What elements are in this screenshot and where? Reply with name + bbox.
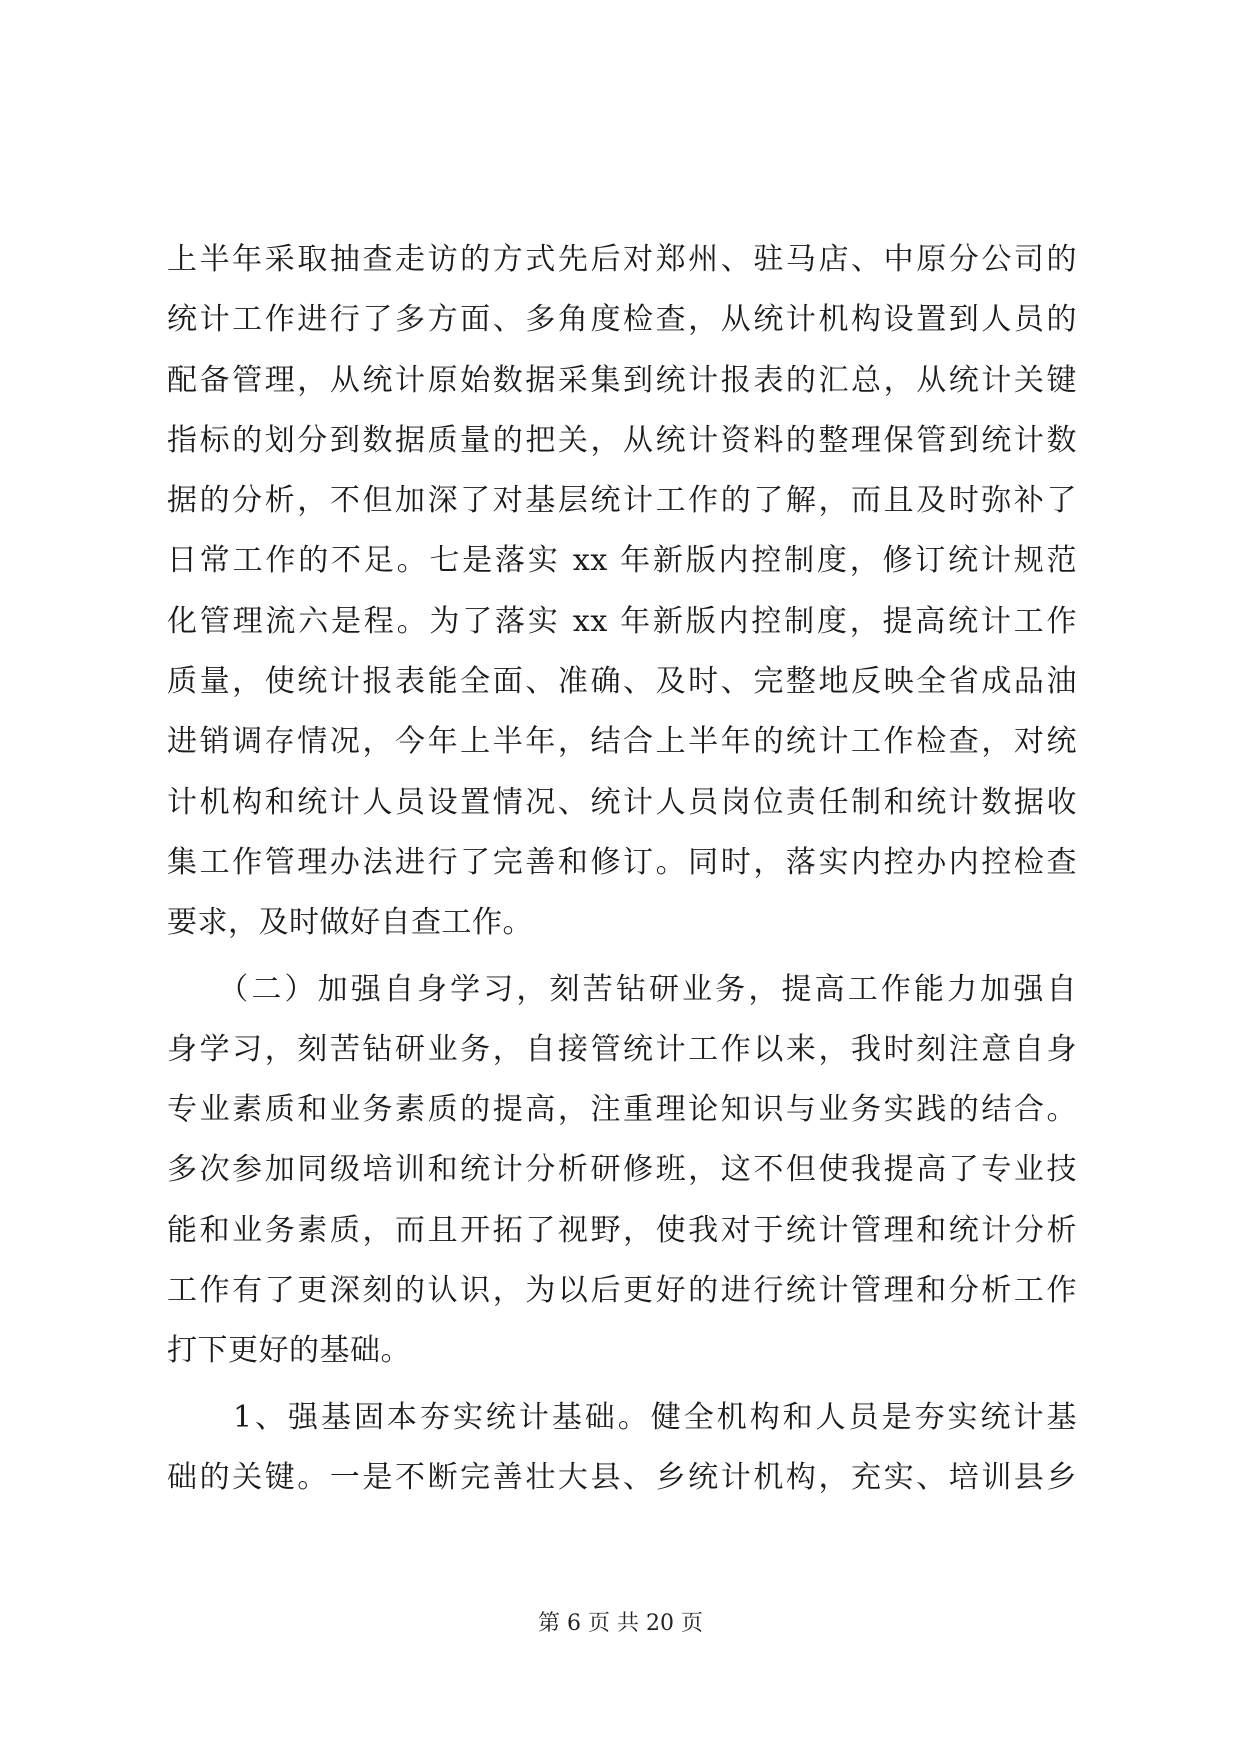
text-line: 身学习，刻苦钻研业务，自接管统计工作以来，我时刻注意自身 [167, 1031, 1077, 1067]
page-footer [0, 1609, 1241, 1639]
text-line: 统计工作进行了多方面、多角度检查，从统计机构设置到人员的 [167, 302, 1077, 338]
text-line: 集工作管理办法进行了完善和修订。同时，落实内控办内控检查 [167, 844, 1077, 880]
text-line: 计机构和统计人员设置情况、统计人员岗位责任制和统计数据收 [167, 784, 1077, 820]
paragraph-2 [167, 960, 1077, 1382]
page-number-label: 第 6 页 共 20 页 [538, 1611, 703, 1636]
text-line: 化管理流六是程。为了落实 xx 年新版内控制度，提高统计工作 [167, 603, 1077, 639]
text-line: 础的关键。一是不断完善壮大县、乡统计机构，充实、培训县乡 [167, 1459, 1077, 1495]
text-line: 质量，使统计报表能全面、准确、及时、完整地反映全省成品油 [167, 664, 1077, 700]
paragraph-3 [167, 1388, 1077, 1509]
text-line: 进销调存情况，今年上半年，结合上半年的统计工作检查，对统 [167, 724, 1077, 760]
text-line: 要求，及时做好自查工作。 [167, 905, 533, 941]
text-line: 能和业务素质，而且开拓了视野，使我对于统计管理和统计分析 [167, 1212, 1077, 1248]
text-line: 上半年采取抽查走访的方式先后对郑州、驻马店、中原分公司的 [167, 242, 1077, 277]
text-line: 工作有了更深刻的认识，为以后更好的进行统计管理和分析工作 [167, 1273, 1077, 1309]
text-line: 多次参加同级培训和统计分析研修班，这不但使我提高了专业技 [167, 1152, 1077, 1188]
text-line: 日常工作的不足。七是落实 xx 年新版内控制度，修订统计规范 [167, 543, 1077, 579]
text-line: 专业素质和业务素质的提高，注重理论知识与业务实践的结合。 [167, 1092, 1077, 1128]
text-line: 指标的划分到数据质量的把关，从统计资料的整理保管到统计数 [167, 422, 1077, 458]
paragraph-1 [167, 230, 1077, 954]
text-line: （二）加强自身学习，刻苦钻研业务，提高工作能力加强自 [167, 971, 1077, 1007]
body-text [167, 230, 1077, 1508]
text-line: 配备管理，从统计原始数据采集到统计报表的汇总，从统计关键 [167, 362, 1077, 398]
text-line: 1、强基固本夯实统计基础。健全机构和人员是夯实统计基 [167, 1399, 1077, 1435]
text-line: 据的分析，不但加深了对基层统计工作的了解，而且及时弥补了 [167, 483, 1077, 519]
text-line: 打下更好的基础。 [167, 1333, 411, 1369]
